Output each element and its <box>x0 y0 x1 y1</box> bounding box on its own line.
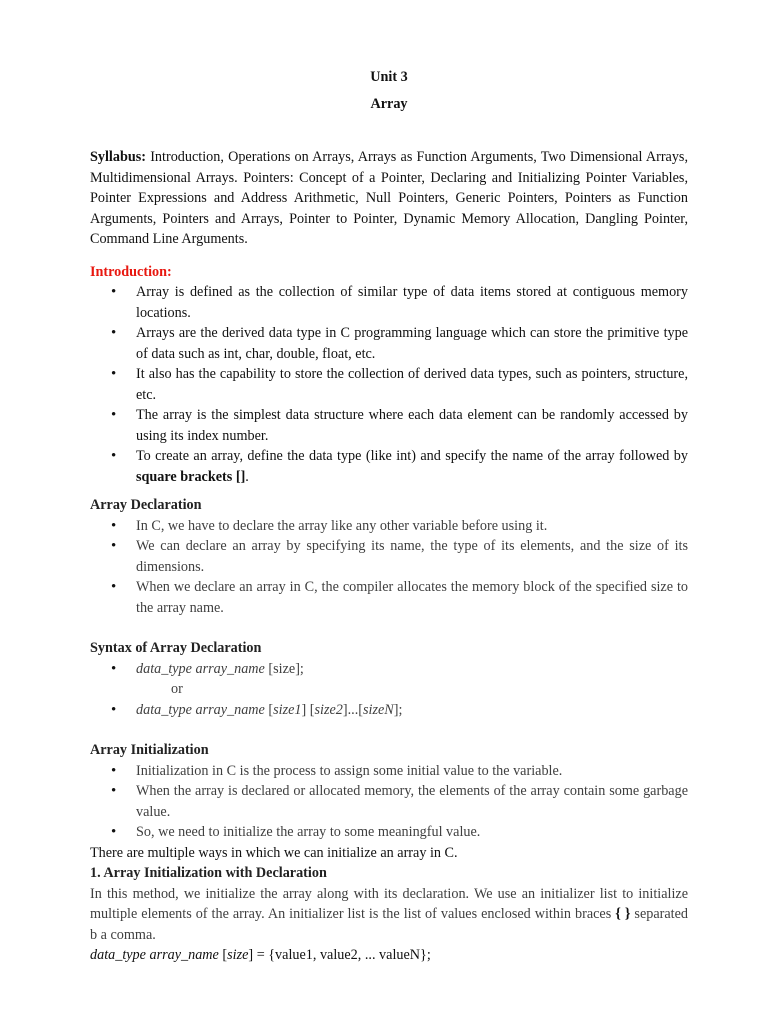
syntax-punct: [ <box>264 701 274 718</box>
list-item: • When the array is declared or allocated memory, the elements of the array contain some garbage value. <box>90 781 688 822</box>
list-item: • Arrays are the derived data type in C programming language which can store the primitive type of data such as int, char, double, float, etc. <box>90 323 688 364</box>
syntax-heading: Syntax of Array Declaration <box>90 640 262 656</box>
list-item-text: To create an array, define the data type (like int) and specify the name of the array followed by <box>136 448 688 464</box>
method1-paragraph <box>90 884 688 946</box>
syntax-list-2 <box>90 700 688 721</box>
list-item: • It also has the capability to store the collection of derived data types, such as pointers, structure, etc. <box>90 364 688 405</box>
list-item: • So, we need to initialize the array to some meaningful value. <box>90 822 688 843</box>
list-item <box>90 446 688 487</box>
syntax-list <box>90 659 688 680</box>
list-item: • In C, we have to declare the array like any other variable before using it. <box>90 516 688 537</box>
code-size: size <box>227 947 249 963</box>
syntax-type-name: data_type array_name <box>136 701 265 718</box>
declaration-list <box>90 516 688 619</box>
array-initialization-heading: Array Initialization <box>90 742 209 758</box>
initialization-note: There are multiple ways in which we can initialize an array in C. <box>90 844 458 861</box>
list-item: • Array is defined as the collection of similar type of data items stored at contiguous memory locations. <box>90 282 688 323</box>
document-body <box>90 67 688 966</box>
method1-text: In this method, we initialize the array along with its declaration. We use an initializer list to initialize multiple elements of the array. An initializer list is the list of values enclosed within braces <box>90 885 688 922</box>
code-type-name: data_type array_name <box>90 947 219 963</box>
unit-title: Unit 3 <box>370 69 408 85</box>
list-item: • The array is the simplest data structure where each data element can be randomly accessed by using its index number. <box>90 405 688 446</box>
list-item: • When we declare an array in C, the compiler allocates the memory block of the specified size to the array name. <box>90 577 688 618</box>
list-item: • We can declare an array by specifying its name, the type of its elements, and the size of its dimensions. <box>90 536 688 577</box>
syntax-line-2 <box>90 700 688 721</box>
square-brackets-text: square brackets [] <box>136 468 246 485</box>
topic-title: Array <box>370 95 408 112</box>
list-item-end: . <box>245 468 249 485</box>
introduction-list <box>90 282 688 487</box>
syntax-punct: ]; <box>393 701 403 718</box>
method1-heading: 1. Array Initialization with Declaration <box>90 865 327 881</box>
introduction-heading: Introduction: <box>90 263 172 280</box>
array-declaration-heading: Array Declaration <box>90 497 202 513</box>
syntax-punct: ]...[ <box>342 701 363 718</box>
syntax-punct: ] [ <box>301 701 315 718</box>
method1-code <box>90 945 688 966</box>
method1-text-end: separated b a comma. <box>90 906 688 943</box>
code-values: ] = {value1, value2, ... valueN}; <box>248 947 431 963</box>
syllabus-paragraph <box>90 147 688 250</box>
syntax-size1: size1 <box>273 701 302 718</box>
syntax-type-name: data_type array_name <box>136 660 265 677</box>
code-punct: [ <box>218 947 228 963</box>
initialization-list <box>90 761 688 843</box>
syllabus-label: Syllabus: <box>90 149 146 165</box>
syntax-line-1 <box>90 659 688 680</box>
syntax-sizeN: sizeN <box>362 701 394 718</box>
syllabus-text: Introduction, Operations on Arrays, Arrays as Function Arguments, Two Dimensional Arrays, Multidimensional Arrays. Pointers: Concept of a Pointer, Declaring and Initializing Pointer Variables, Pointer Expressions and Address Arithmetic, Null Pointers, Generic Pointers, Pointers as Function Arguments, Pointers and Arrays, Pointer to Pointer, Dynamic Memory Allocation, Dangling Pointer, Command Line Arguments. <box>90 149 688 247</box>
list-item: • Initialization in C is the process to assign some initial value to the variable. <box>90 761 688 782</box>
braces-text: { } <box>615 906 631 922</box>
syntax-or: or <box>171 681 183 697</box>
syntax-size2: size2 <box>314 701 343 718</box>
syntax-size: [size]; <box>264 660 304 677</box>
